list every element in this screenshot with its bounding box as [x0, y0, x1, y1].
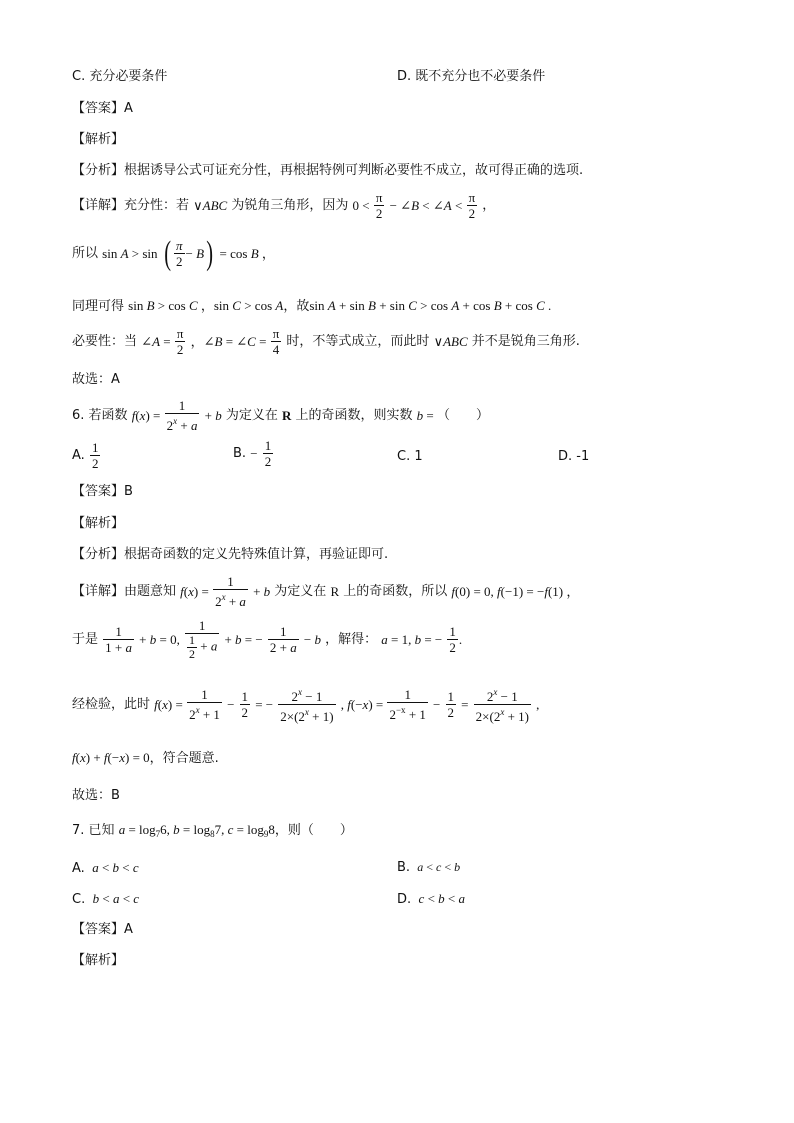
- answer-label-6: 【答案】B: [72, 484, 133, 499]
- question-7-stem: 7. 已知 $a = \log_76$, $b = \log_87$, $c = \log_98$，则（ ）: [72, 822, 353, 839]
- q6-option-c: C. 1: [397, 449, 423, 464]
- jiexi-label-6: 【解析】: [72, 516, 125, 531]
- choose-a: 故选：A: [72, 372, 120, 387]
- analysis-text-6: 【分析】根据奇函数的定义先特殊值计算，再验证即可.: [72, 547, 389, 562]
- detail-sufficiency: 【详解】充分性：若 ∨ABC 为锐角三角形，因为 0 < $\frac{\pi}{2}$ − ∠B < ∠A < $\frac{\pi}{2}$ ，: [72, 190, 496, 221]
- choose-b: 故选：B: [72, 788, 120, 803]
- detail-6-line4: f(x) + f(−x) = 0，符合题意.: [72, 750, 219, 766]
- option-c: C. 充分必要条件: [72, 69, 168, 84]
- detail-6-line3: 经检验，此时 f(x) = $\frac{1}{2^x + 1}$ − $\frac{1}{2}$ = − $\frac{2^x - 1}{2\times(2^x + 1)}$ , f(−x) = $\frac{1}{2^{-x} + 1}$ − $\frac{1}{2}$ = $\frac{2^x - 1}{2\times(2^x + 1)}$ ,: [72, 687, 540, 724]
- detail-sin-ineq: 所以 sin A > sin ( $\frac{\pi}{2}$ − B) = cos B ，: [72, 234, 275, 272]
- analysis-text: 【分析】根据诱导公式可证充分性，再根据特例可判断必要性不成立，故可得正确的选项.: [72, 163, 584, 178]
- q6-option-a: A. $\frac{1}{2}$: [72, 440, 99, 471]
- q7-option-b: B. a < c < b: [397, 860, 461, 875]
- detail-necessity: 必要性：当 ∠A = $\frac{\pi}{2}$ ，∠B = ∠C = $\frac{\pi}{4}$ 时，不等式成立，而此时 ∨ABC 并不是锐角三角形.: [72, 326, 580, 357]
- q6-option-d: D. -1: [558, 449, 590, 464]
- jiexi-label: 【解析】: [72, 132, 125, 147]
- detail-6-line2: 于是 $\frac{1}{1 + a}$ + b = 0, 1 $\frac{1}{2}$ + a + b = − $\frac{1}{2 + a}$ − b ，解得： a = 1, b = − $\frac{1}{2}$ .: [72, 618, 463, 661]
- detail-similarly: 同理可得 sin B > cos C ，sin C > cos A，故sin A + sin B + sin C > cos A + cos B + cos C .: [72, 298, 552, 314]
- q7-option-d: D. c < b < a: [397, 891, 466, 907]
- question-6-stem: 6. 若函数 f(x) = $\frac{1}{2^x + a}$ + b 为定义在 R 上的奇函数，则实数 b = （ ）: [72, 398, 490, 433]
- option-d: D. 既不充分也不必要条件: [397, 69, 546, 84]
- q7-option-a: A. a < b < c: [72, 860, 139, 876]
- answer-label: 【答案】A: [72, 101, 133, 116]
- answer-label-7: 【答案】A: [72, 922, 133, 937]
- q6-option-b: B. − $\frac{1}{2}$: [233, 438, 272, 469]
- q7-option-c: C. b < a < c: [72, 891, 140, 907]
- detail-6-line1: 【详解】由题意知 f(x) = $\frac{1}{2^x + a}$ + b 为定义在 R 上的奇函数，所以 f(0) = 0, f(−1) = −f(1) ，: [72, 574, 580, 609]
- jiexi-label-7: 【解析】: [72, 953, 125, 968]
